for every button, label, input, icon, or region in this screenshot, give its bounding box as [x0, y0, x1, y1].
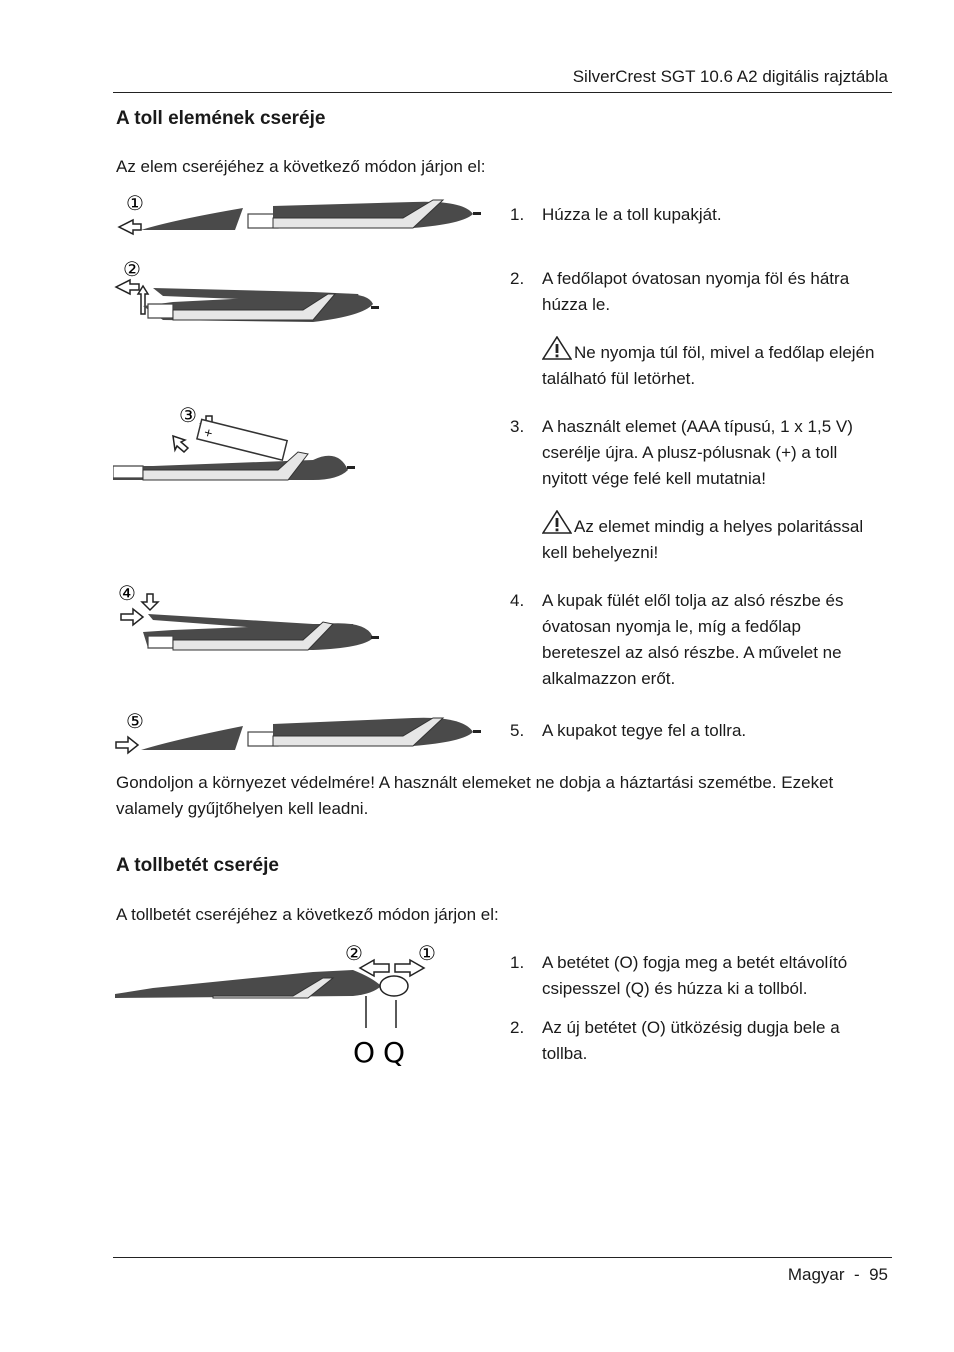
pen-illustration-step-4: [113, 578, 483, 653]
header-divider: [113, 92, 892, 93]
pen-illustration-step-3: [113, 400, 483, 485]
pen-cap: [141, 208, 243, 230]
battery-step-4: 4. A kupak fülét elől tolja az alsó részbe és óvatosan nyomja le, míg a fedőlap bereteszel az alsó részbe. A művelet ne alkalmazzon erőt.: [510, 591, 844, 688]
document-header-title: SilverCrest SGT 10.6 A2 digitális rajztábla: [572, 67, 888, 86]
environment-note: Gondoljon a környezet védelmére! A használt elemeket ne dobja a háztartási szemétbe. Ezeket valamely gyűjtőhelyen kell leadni.: [116, 773, 834, 818]
battery-step-1: 1. Húzza le a toll kupakját.: [510, 205, 722, 224]
page-footer: Magyar - 95: [787, 1265, 888, 1284]
arrow-right-icon: [173, 436, 188, 452]
step-badge: ④: [118, 581, 136, 605]
pen-body: [115, 970, 381, 998]
arrow-left-icon: [116, 280, 139, 294]
tweezers-q: [380, 976, 408, 996]
arrow-left-icon: [360, 960, 389, 976]
arrow-left-icon: [119, 220, 141, 234]
battery-step-2: 2. A fedőlapot óvatosan nyomja föl és hátra húzza le.: [510, 269, 850, 314]
step-badge: ②: [345, 941, 363, 965]
battery-step-5: 5. A kupakot tegye fel a tollra.: [510, 721, 747, 740]
warning-icon: [542, 510, 572, 534]
footer-divider: [113, 1257, 892, 1258]
step-badge: ②: [123, 257, 141, 281]
label-q: Q: [383, 1036, 406, 1068]
arrow-right-icon: [121, 609, 143, 625]
step-badge: ③: [179, 403, 197, 427]
arrow-right-icon: [116, 737, 138, 753]
pen-illustration-step-5: [113, 706, 483, 758]
step-badge: ①: [126, 191, 144, 215]
warning-note-1: Ne nyomja túl föl, mivel a fedőlap elején található fül letörhet.: [542, 336, 887, 392]
section-intro-battery: Az elem cseréjéhez a következő módon járjon el:: [116, 157, 486, 176]
battery-plus-label: +: [202, 425, 215, 441]
step-badge: ①: [418, 941, 436, 965]
battery: [197, 419, 287, 460]
step-badge: ⑤: [126, 709, 144, 733]
pen-cap: [141, 726, 243, 750]
refill-step-1: 1. A betétet (O) fogja meg a betét eltávolító csipesszel (Q) és húzza ki a tollból.: [510, 953, 848, 998]
pen-illustration-step-2: [113, 254, 483, 329]
refill-illustration: [113, 938, 458, 1068]
arrow-down-icon: [142, 594, 158, 610]
warning-icon: [542, 336, 572, 360]
battery-step-3: 3. A használt elemet (AAA típusú, 1 x 1,5 V) cserélje újra. A plusz-pólusnak (+) a toll nyitott vége felé kell mutatnia!: [510, 417, 853, 488]
warning-note-2: Az elemet mindig a helyes polaritással kell behelyezni!: [542, 510, 887, 566]
refill-step-2: 2. Az új betétet (O) ütközésig dugja bele a tollba.: [510, 1018, 840, 1063]
section-heading-refill: A tollbetét cseréje: [116, 855, 279, 876]
label-o: O: [353, 1036, 376, 1068]
section-heading-battery: A toll elemének cseréje: [116, 108, 326, 129]
section-intro-refill: A tollbetét cseréjéhez a következő módon járjon el:: [116, 905, 499, 924]
arrow-up-icon: [138, 286, 148, 314]
pen-illustration-step-1: [113, 190, 483, 240]
